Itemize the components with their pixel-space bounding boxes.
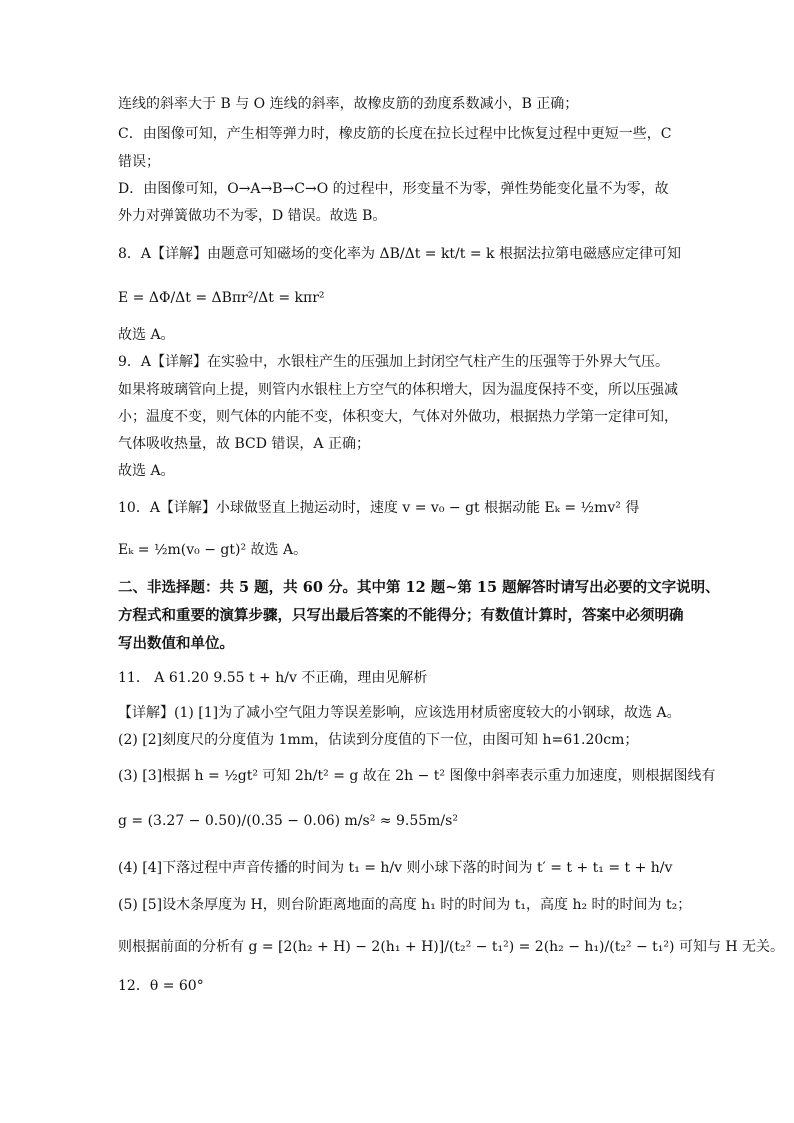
text-line: 故选 A。 [118,463,175,479]
text-line: 故选 A。 [118,327,175,343]
text-line: 如果将玻璃管向上提，则管内水银柱上方空气的体积增大，因为温度保持不变，所以压强减 [118,382,678,398]
text-line: (5) [5]设木条厚度为 H，则台阶距离地面的高度 h₁ 时的时间为 t₁，高度 h₂ 时的时间为 t₂； [118,897,692,913]
text-line: 10．A【详解】小球做竖直上抛运动时，速度 v = v₀ − gt 根据动能 Eₖ = ½mv² 得 [118,500,640,516]
text-line: 气体吸收热量，故 BCD 错误，A 正确； [118,436,370,452]
formula-line: E = ΔΦ/Δt = ΔBπr²/Δt = kπr² [118,290,325,306]
text-line: 小；温度不变，则气体的内能不变，体积变大，气体对外做功，根据热力学第一定律可知， [118,409,678,425]
text-line: 连线的斜率大于 B 与 O 连线的斜率，故橡皮筋的劲度系数减小，B 正确； [118,96,579,112]
text-line: 8．A【详解】由题意可知磁场的变化率为 ΔB/Δt = kt/t = k 根据法拉第电磁感应定律可知 [118,246,681,262]
text-line: C．由图像可知，产生相等弹力时，橡皮筋的长度在拉长过程中比恢复过程中更短一些，C [118,126,672,142]
text-line: 外力对弹簧做功不为零，D 错误。故选 B。 [118,208,387,224]
text-line: (2) [2]刻度尺的分度值为 1mm，估读到分度值的下一位，由图可知 h=61.20cm； [118,732,639,748]
section-heading-line: 二、非选择题：共 5 题，共 60 分。其中第 12 题~第 15 题解答时请写出必要的文字说明、 [118,579,720,596]
text-line: 9．A【详解】在实验中，水银柱产生的压强加上封闭空气柱产生的压强等于外界大气压。 [118,354,670,370]
formula-line: Eₖ = ½m(v₀ − gt)² 故选 A。 [118,542,308,558]
formula-line: 则根据前面的分析有 g = [2(h₂ + H) − 2(h₁ + H)]/(t₂² − t₁²) = 2(h₂ − h₁)/(t₂² − t₁²) 可知与 H 无关。 [118,939,785,955]
formula-line: g = (3.27 − 0.50)/(0.35 − 0.06) m/s² ≈ 9.55m/s² [118,813,458,829]
text-line: (3) [3]根据 h = ½gt² 可知 2h/t² = g 故在 2h − t² 图像中斜率表示重力加速度，则根据图线有 [118,768,716,784]
text-line: 12．θ = 60° [118,978,204,994]
text-line: 【详解】(1) [1]为了减小空气阻力等误差影响，应该选用材质密度较大的小钢球，故选 A。 [118,705,681,721]
text-line: 错误； [118,154,160,170]
answer-line: 11． A 61.20 9.55 t + h/v 不正确，理由见解析 [118,670,428,686]
section-heading-line: 方程式和重要的演算步骤，只写出最后答案的不能得分；有数值计算时，答案中必须明确 [118,607,684,624]
text-line: D．由图像可知，O→A→B→C→O 的过程中，形变量不为零，弹性势能变化量不为零，故 [118,181,669,197]
text-line: (4) [4]下落过程中声音传播的时间为 t₁ = h/v 则小球下落的时间为 t′ = t + t₁ = t + h/v [118,860,673,876]
section-heading-line: 写出数值和单位。 [118,635,234,652]
